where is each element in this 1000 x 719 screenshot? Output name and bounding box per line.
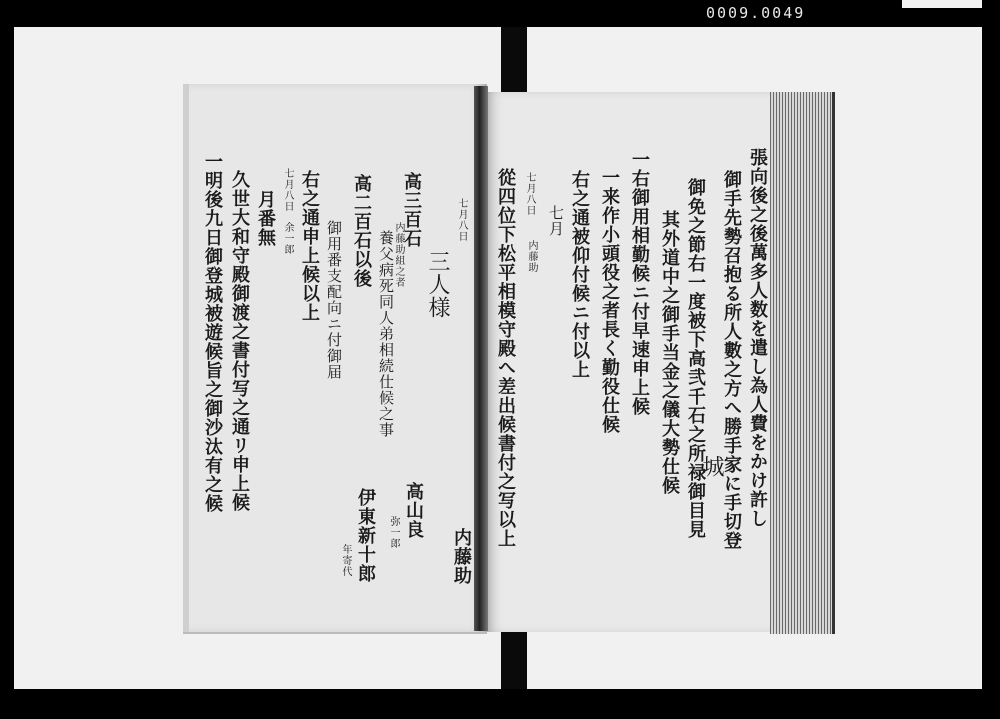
left-col-7: 御用番支配向ニ付御届 xyxy=(325,220,343,380)
left-signature-2-note: 弥一郎 xyxy=(388,516,399,549)
right-col-5: 其外道中之御手当金之儀大勢仕候 xyxy=(659,210,680,495)
left-signature-3-note: 年寄代 xyxy=(340,544,351,577)
right-col-3: 城 xyxy=(699,455,724,478)
film-edge-marker xyxy=(902,0,982,8)
right-col-6: 一右御用相勤候ニ付早速申上候 xyxy=(629,150,650,416)
right-col-4: 御免之節右一度被下高弐千石之所禄御目見 xyxy=(685,178,706,539)
right-col-small-name: 内藤助 xyxy=(526,240,537,273)
book-gutter xyxy=(474,86,488,631)
left-col-9: 七月八日 xyxy=(282,168,293,212)
right-col-date: 七月 xyxy=(547,205,565,237)
left-col-5: 養父病死同人弟相続仕候之事 xyxy=(377,230,395,438)
left-col-4: 内藤助組之者 xyxy=(393,222,404,288)
left-col-6: 高二百石以後 xyxy=(351,174,372,288)
frame-number: 0009.0049 xyxy=(706,4,806,22)
right-col-7: 一来作小頭役之者長く勤役仕候 xyxy=(599,168,620,434)
left-signature-2: 高山良 xyxy=(403,482,424,539)
left-col-13: 一明後九日御登城被遊候旨之御沙汰有之候 xyxy=(202,152,223,513)
left-col-12: 久世大和守殿御渡之書付写之通リ申上候 xyxy=(229,170,250,512)
right-col-12: 從四位下松平相模守殿へ差出候書付之写以上 xyxy=(495,168,516,548)
page-block-edge xyxy=(770,92,835,634)
right-col-2: 御手先勢召抱る所人數之方へ勝手家に手切登 xyxy=(721,170,742,550)
left-signature-1: 内藤助 xyxy=(451,528,472,585)
right-col-1: 張向後之後萬多人数を遣し為人費をかけ許し xyxy=(747,148,768,528)
right-col-8: 右之通被仰付候ニ付以上 xyxy=(569,170,590,379)
left-signature-3: 伊東新十郎 xyxy=(355,488,376,583)
left-col-date: 七月八日 xyxy=(456,198,467,242)
right-col-small-date: 七月八日 xyxy=(524,172,535,216)
left-col-10: 余一郎 xyxy=(282,222,293,255)
left-col-11: 月番無 xyxy=(255,190,276,247)
left-col-8: 右之通申上候以上 xyxy=(299,170,320,322)
left-col-title: 三人様 xyxy=(425,250,450,319)
left-col-3: 高三百石 xyxy=(401,172,422,248)
